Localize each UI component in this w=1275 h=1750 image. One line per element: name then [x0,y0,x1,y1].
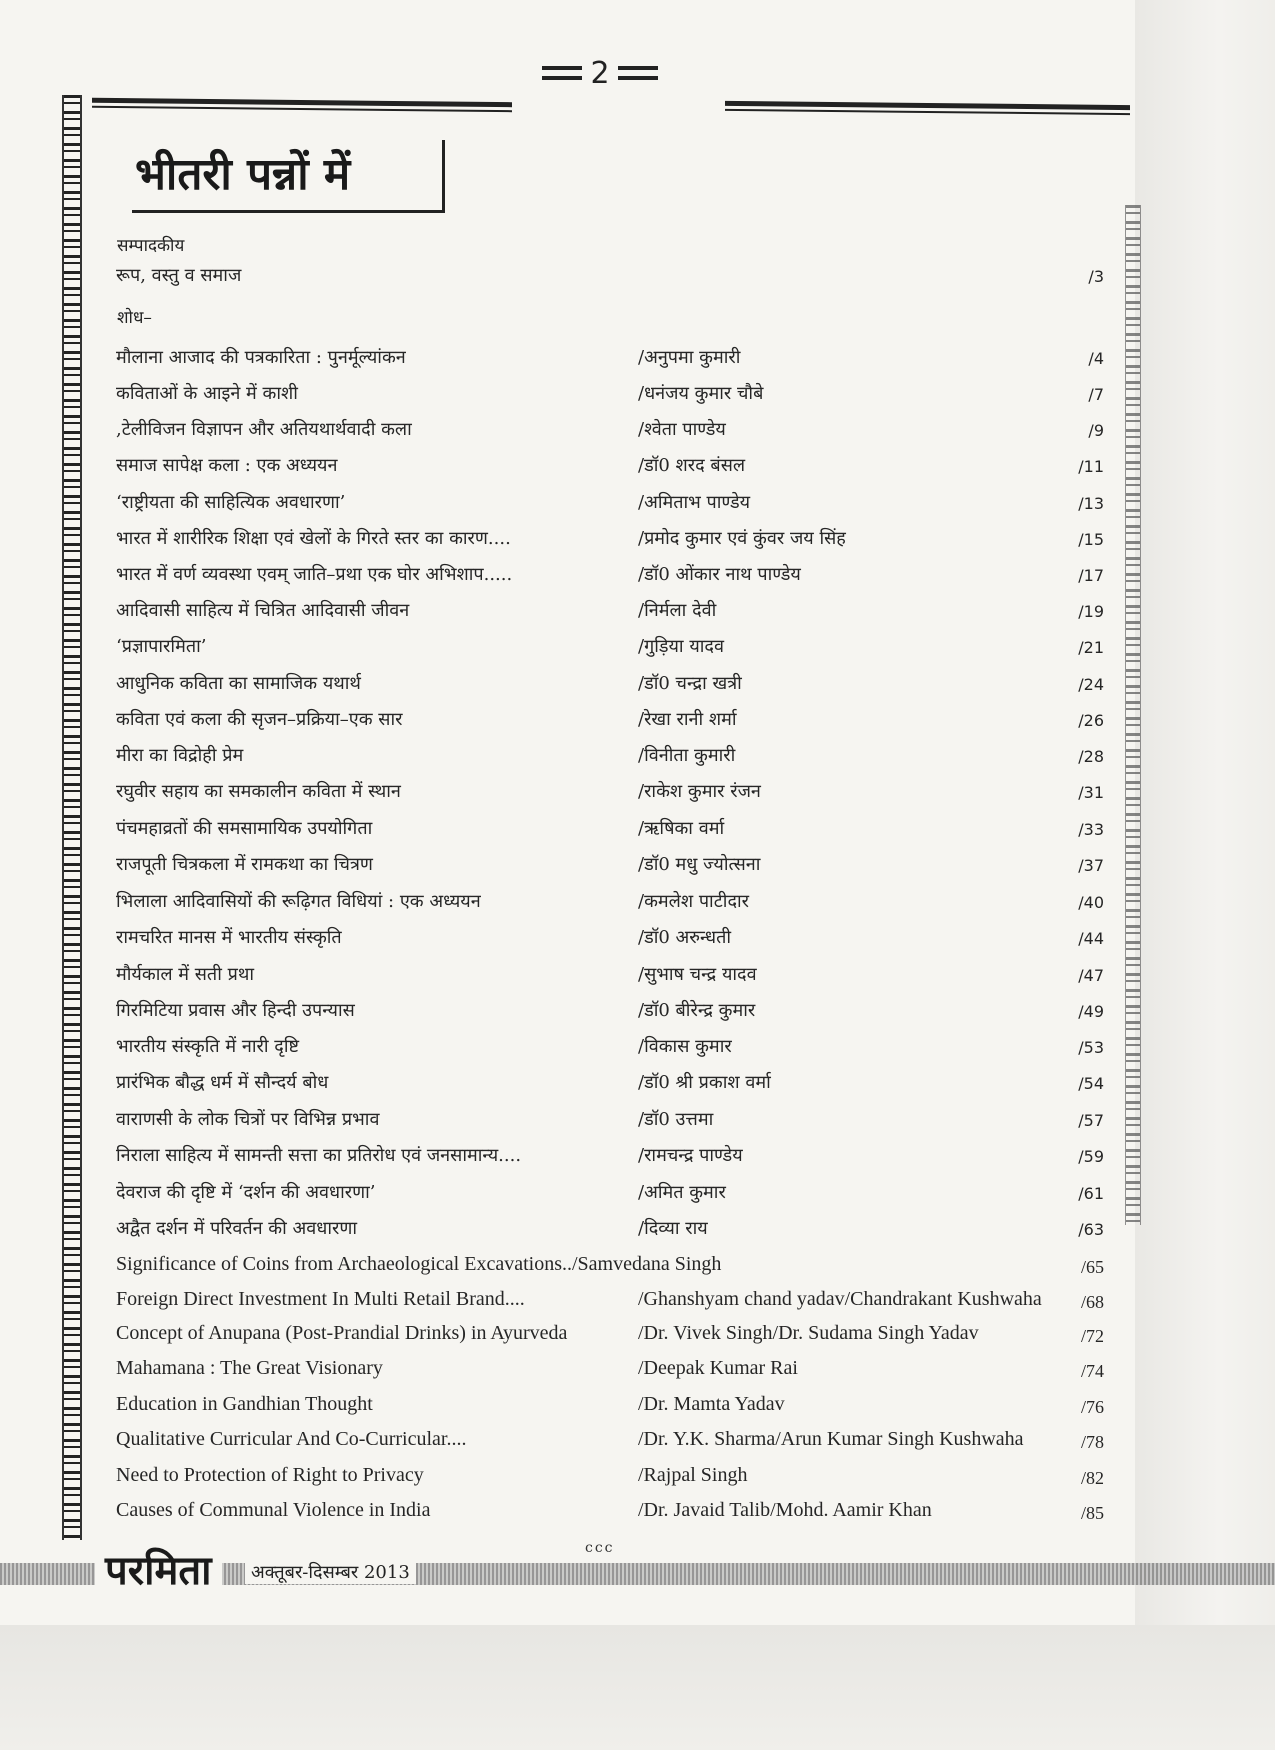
toc-entry [110,1428,1120,1462]
toc-entry-page: /24 [1078,675,1104,694]
toc-entry-author: /ऋषिका वर्मा [638,818,725,839]
toc-entry-page: /21 [1078,638,1104,657]
toc-entry [110,453,1120,487]
toc-entry [110,1034,1120,1068]
toc-entry-author: /डॉ0 उत्तमा [638,1109,714,1130]
toc-entry-page: /85 [1080,1503,1104,1523]
toc-entry-title: Qualitative Curricular And Co-Curricular.... [116,1428,467,1450]
toc-entry-title: ‘प्रज्ञापारमिता’ [116,636,207,657]
toc-entry-author: /Rajpal Singh [638,1464,748,1486]
toc-entry [110,526,1120,560]
toc-entry [110,598,1120,632]
toc-entry [110,1322,1120,1356]
toc-entry-title: Mahamana : The Great Visionary [116,1357,383,1379]
toc-entry [110,1107,1120,1141]
toc-entry-page: /57 [1078,1111,1104,1130]
toc-entry [110,1393,1120,1427]
toc-entry-title: रामचरित मानस में भारतीय संस्कृति [116,927,342,948]
toc-entry-page: /61 [1078,1184,1104,1203]
toc-entry-author: /दिव्या राय [638,1218,708,1239]
page-title: भीतरी पन्नों में [135,149,351,200]
toc-entry-page: /59 [1078,1147,1104,1166]
end-ornament: ccc [585,1540,615,1556]
toc-entry-title: निराला साहित्य में सामन्ती सत्ता का प्रतिरोध एवं जनसामान्य.... [116,1145,522,1166]
toc-entry-author: /डॉ0 चन्द्रा खत्री [638,673,742,694]
toc-entry [110,345,1120,379]
toc-entry-page: /44 [1078,929,1104,948]
toc-entry-author: /विनीता कुमारी [638,745,736,766]
toc-entry-page: /65 [1080,1257,1104,1277]
toc-entry-title: Foreign Direct Investment In Multi Retail Brand.... [116,1288,525,1310]
toc-entry-page: /82 [1080,1468,1104,1488]
toc-entry-title: Causes of Communal Violence in India [116,1499,431,1521]
toc-entry-page: /37 [1078,856,1104,875]
page-number-ornament-left [542,66,582,80]
toc-entry-title: मौलाना आजाद की पत्रकारिता : पुनर्मूल्यांकन [116,347,406,368]
toc-entry-page: /11 [1078,457,1104,476]
toc-entry-title: Significance of Coins from Archaeological Excavations../Samvedana Singh [116,1253,722,1275]
toc-entry-title: कविताओं के आइने में काशी [116,383,298,404]
toc-entry-page: /40 [1078,893,1104,912]
toc-entry-page: /28 [1078,747,1104,766]
toc-entry-author: /डॉ0 ओंकार नाथ पाण्डेय [638,564,801,585]
toc-entry [110,1143,1120,1177]
toc-entry [110,1499,1120,1533]
toc-entry-title: भारत में वर्ण व्यवस्था एवम् जाति–प्रथा एक घोर अभिशाप..... [116,564,513,585]
chain-border-right [1125,205,1141,1225]
toc-entry-author: /अमित कुमार [638,1182,726,1203]
scan-margin [0,1625,1275,1750]
toc-entry-title: Concept of Anupana (Post-Prandial Drinks) in Ayurveda [116,1322,568,1344]
toc-entry-title: अद्वैत दर्शन में परिवर्तन की अवधारणा [116,1218,358,1239]
toc-entry-page: /17 [1078,566,1104,585]
toc-entry-author: /गुड़िया यादव [638,636,724,657]
chain-border-left [62,95,82,1540]
toc-entry-author: /अमिताभ पाण्डेय [638,492,751,513]
toc-entry-page: /33 [1078,820,1104,839]
toc-entry-title: पंचमहाव्रतों की समसामायिक उपयोगिता [116,818,373,839]
toc-entry-page: /47 [1078,966,1104,985]
toc-entry [110,634,1120,668]
toc-entry-author: /अनुपमा कुमारी [638,347,741,368]
toc-entry [110,707,1120,741]
toc-entry [110,417,1120,451]
toc-entry [110,562,1120,596]
toc-entry [110,962,1120,996]
section-editorial: सम्पादकीय [117,236,185,256]
toc-entry-title: मौर्यकाल में सती प्रथा [116,964,254,985]
toc-entry-author: /कमलेश पाटीदार [638,891,750,912]
toc-entry-title: Education in Gandhian Thought [116,1393,373,1415]
toc-entry [110,816,1120,850]
toc-entry-author: /डॉ0 श्री प्रकाश वर्मा [638,1072,771,1093]
toc-entry-page: /26 [1078,711,1104,730]
toc-entry-title: ‘राष्ट्रीयता की साहित्यिक अवधारणा’ [116,492,346,513]
toc-entry-page: /19 [1078,602,1104,621]
toc-entry-title: राजपूती चित्रकला में रामकथा का चित्रण [116,854,373,875]
toc-entry-page: /68 [1080,1292,1104,1312]
toc-entry-title: देवराज की दृष्टि में ‘दर्शन की अवधारणा’ [116,1182,376,1203]
toc-entry-author: /रामचन्द्र पाण्डेय [638,1145,743,1166]
toc-entry-author: /डॉ0 बीरेन्द्र कुमार [638,1000,756,1021]
toc-entry-title: समाज सापेक्ष कला : एक अध्ययन [116,455,338,476]
issue-date: अक्तूबर-दिसम्बर 2013 [245,1560,416,1584]
toc-entry-page: /76 [1080,1397,1104,1417]
toc-entry-page: /78 [1080,1432,1104,1452]
toc-entry-page: /63 [1078,1220,1104,1239]
toc-entry-page: /31 [1078,783,1104,802]
toc-entry-author: /Deepak Kumar Rai [638,1357,798,1379]
toc-entry [110,1180,1120,1214]
toc-entry-title: रघुवीर सहाय का समकालीन कविता में स्थान [116,781,401,802]
toc-entry-author: /Dr. Y.K. Sharma/Arun Kumar Singh Kushwaha [638,1428,1024,1450]
toc-entry [110,381,1120,415]
toc-entry-title: मीरा का विद्रोही प्रेम [116,745,244,766]
toc-entry [110,1070,1120,1104]
toc-entry-author: /Dr. Vivek Singh/Dr. Sudama Singh Yadav [638,1322,979,1344]
toc-entry-title: वाराणसी के लोक चित्रों पर विभिन्न प्रभाव [116,1109,380,1130]
toc-entry [110,889,1120,923]
toc-entry-title: भारतीय संस्कृति में नारी दृष्टि [116,1036,300,1057]
toc-entry-page: /72 [1080,1326,1104,1346]
section-research: शोध– [117,308,152,328]
toc-entry-page: /53 [1078,1038,1104,1057]
toc-entry-author: /डॉ0 अरुन्धती [638,927,732,948]
toc-entry-author: /सुभाष चन्द्र यादव [638,964,757,985]
toc-entry [110,925,1120,959]
toc-entry-author: /डॉ0 मधु ज्योत्सना [638,854,761,875]
toc-entry-author: /श्वेता पाण्डेय [638,419,726,440]
toc-entry-page: /7 [1088,385,1104,404]
toc-entry-title: आधुनिक कविता का सामाजिक यथार्थ [116,673,361,694]
toc-entry-author: /निर्मला देवी [638,600,717,621]
toc-entry [110,1288,1120,1322]
toc-entry-author: /Dr. Mamta Yadav [638,1393,785,1415]
toc-entry-author: /Ghanshyam chand yadav/Chandrakant Kushwaha [638,1288,1042,1310]
toc-entry-title: प्रारंभिक बौद्ध धर्म में सौन्दर्य बोध [116,1072,329,1093]
toc-entry-title: आदिवासी साहित्य में चित्रित आदिवासी जीवन [116,600,410,621]
toc-entry [110,779,1120,813]
toc-entry-author: /रेखा रानी शर्मा [638,709,737,730]
toc-entry-author: /डॉ0 शरद बंसल [638,455,746,476]
toc-entry-page: /13 [1078,494,1104,513]
toc-entry-page: /3 [1088,267,1104,286]
toc-entry-author: /विकास कुमार [638,1036,732,1057]
toc-entry-title: कविता एवं कला की सृजन–प्रक्रिया–एक सार [116,709,403,730]
page-number-ornament-right [618,66,658,80]
toc-entry-page: /15 [1078,530,1104,549]
toc-entry-title: ,टेलीविजन विज्ञापन और अतियथार्थवादी कला [116,419,412,440]
page-number-block [520,48,680,98]
toc-entry [110,1216,1120,1250]
toc-entry [110,263,1120,297]
toc-entry [110,671,1120,705]
toc-entry [110,1253,1120,1287]
toc-entry [110,852,1120,886]
toc-entry [110,743,1120,777]
toc-entry-author: /Dr. Javaid Talib/Mohd. Aamir Khan [638,1499,932,1521]
journal-logo: परमिता [95,1548,222,1594]
toc-entry-title: रूप, वस्तु व समाज [116,265,242,286]
toc-entry-title: भारत में शारीरिक शिक्षा एवं खेलों के गिरते स्तर का कारण.... [116,528,511,549]
toc-entry-page: /54 [1078,1074,1104,1093]
toc-entry-title: भिलाला आदिवासियों की रूढ़िगत विधियां : एक अध्ययन [116,891,481,912]
toc-entry-title: Need to Protection of Right to Privacy [116,1464,424,1486]
toc-entry-author: /राकेश कुमार रंजन [638,781,761,802]
page-number: 2 [590,55,610,91]
toc-entry-author: /धनंजय कुमार चौबे [638,383,764,404]
toc-entry-page: /49 [1078,1002,1104,1021]
toc-entry [110,1464,1120,1498]
toc-entry-author: /प्रमोद कुमार एवं कुंवर जय सिंह [638,528,846,549]
toc-entry [110,1357,1120,1391]
toc-entry-page: /4 [1088,349,1104,368]
toc-entry-page: /9 [1088,421,1104,440]
toc-entry [110,490,1120,524]
toc-entry-title: गिरमिटिया प्रवास और हिन्दी उपन्यास [116,1000,355,1021]
page-edge [1135,0,1275,1750]
toc-entry [110,998,1120,1032]
toc-entry-page: /74 [1080,1361,1104,1381]
